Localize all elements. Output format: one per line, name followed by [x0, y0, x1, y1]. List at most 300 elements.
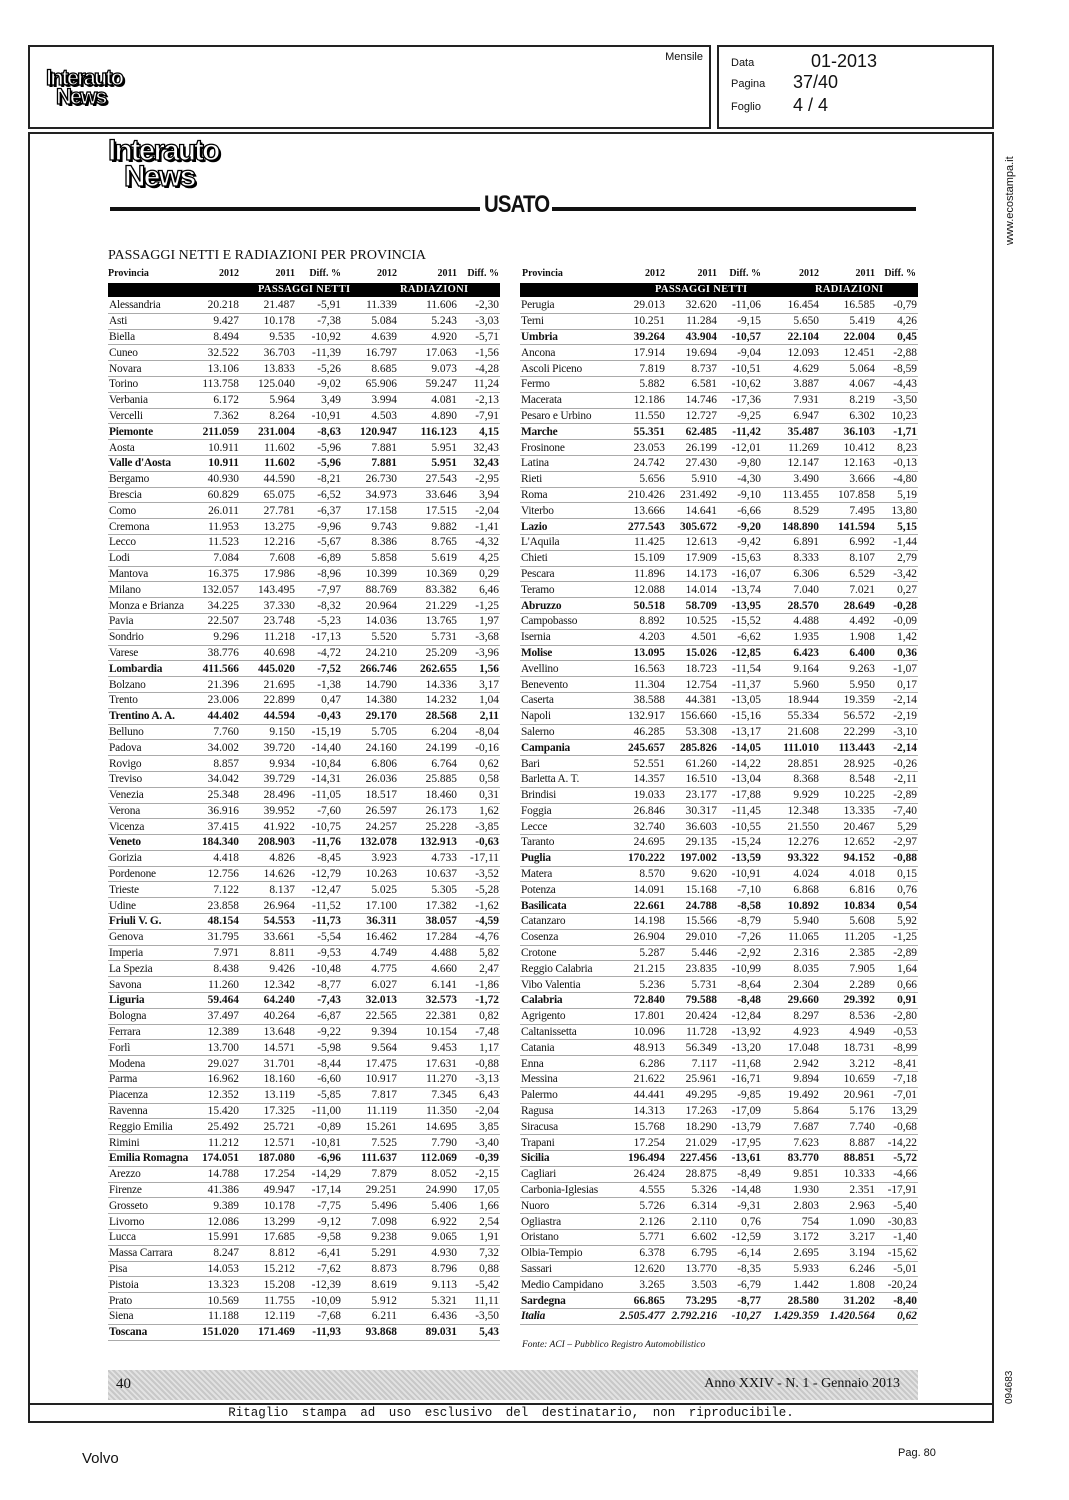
value-cell: 12.276 [762, 835, 820, 851]
group-passaggi-label: PASSAGGI NETTI [655, 284, 748, 295]
province-row [520, 1245, 918, 1261]
province-name: Olbia-Tempio [520, 1245, 612, 1261]
province-row [520, 408, 918, 424]
website-vertical: www.ecostampa.it [1004, 156, 1016, 245]
value-cell: 24.210 [342, 645, 398, 661]
value-cell: 8.536 [820, 1008, 876, 1024]
value-cell: -2,97 [876, 835, 918, 851]
value-cell: 14.313 [612, 1103, 666, 1119]
value-cell: 5.731 [398, 629, 458, 645]
province-name: Gorizia [108, 850, 196, 866]
value-cell: -14,48 [718, 1182, 762, 1198]
value-cell: 107.858 [820, 487, 876, 503]
province-name: Roma [520, 487, 612, 503]
value-cell: 9.394 [342, 1024, 398, 1040]
value-cell: -1,07 [876, 661, 918, 677]
province-name: Vicenza [108, 819, 196, 835]
value-cell: 5,15 [876, 519, 918, 535]
column-header: 2012 [645, 268, 665, 279]
value-cell: 14.571 [240, 1040, 296, 1056]
value-cell: 12.163 [820, 455, 876, 471]
province-row [108, 361, 500, 377]
value-cell: 26.173 [398, 803, 458, 819]
province-name: Macerata [520, 392, 612, 408]
value-cell: 9.427 [196, 313, 240, 329]
province-name: Teramo [520, 582, 612, 598]
value-cell: 5,43 [458, 1324, 500, 1340]
value-cell: 8.857 [196, 756, 240, 772]
value-cell: 1.429.359 [762, 1309, 820, 1325]
value-cell: 24.695 [612, 835, 666, 851]
value-cell: 266.746 [342, 661, 398, 677]
value-cell: 11.269 [762, 440, 820, 456]
value-cell: 7.881 [342, 440, 398, 456]
region-row [108, 914, 500, 930]
value-cell: 4.949 [820, 1024, 876, 1040]
value-cell: -16,71 [718, 1072, 762, 1088]
value-cell: 15.026 [666, 645, 718, 661]
value-cell: 5.864 [762, 1103, 820, 1119]
value-cell: 25.348 [196, 787, 240, 803]
column-header: Diff. % [467, 268, 499, 279]
value-cell: 148.890 [762, 519, 820, 535]
value-cell: 10.911 [196, 455, 240, 471]
province-name: Rieti [520, 471, 612, 487]
value-cell: -10,62 [718, 376, 762, 392]
value-cell: -12,39 [296, 1277, 342, 1293]
value-cell: 9.150 [240, 724, 296, 740]
value-cell: -8,32 [296, 598, 342, 614]
value-cell: -15,24 [718, 835, 762, 851]
value-cell: 4.081 [398, 392, 458, 408]
value-cell: 10.251 [612, 313, 666, 329]
province-name: Como [108, 503, 196, 519]
value-cell: 10.369 [398, 566, 458, 582]
province-row [108, 677, 500, 693]
value-cell: 17.914 [612, 345, 666, 361]
value-cell: 9.929 [762, 787, 820, 803]
province-row [520, 1135, 918, 1151]
value-cell: 34.973 [342, 487, 398, 503]
value-cell: -9,53 [296, 945, 342, 961]
value-cell: 27.781 [240, 503, 296, 519]
value-cell: 7.122 [196, 882, 240, 898]
value-cell: -12,85 [718, 645, 762, 661]
value-cell: -10,92 [296, 329, 342, 345]
value-cell: 44.594 [240, 708, 296, 724]
province-row [520, 771, 918, 787]
value-cell: 3.265 [612, 1277, 666, 1293]
value-cell: 5.731 [666, 977, 718, 993]
value-cell: 227.456 [666, 1151, 718, 1167]
value-cell: 8.219 [820, 392, 876, 408]
value-cell: 6.423 [762, 645, 820, 661]
province-name: Lecco [108, 534, 196, 550]
value-cell: 25.961 [666, 1072, 718, 1088]
value-cell: 5.933 [762, 1261, 820, 1277]
value-cell: -7,62 [296, 1261, 342, 1277]
value-cell: -15,62 [876, 1245, 918, 1261]
value-cell: 7.084 [196, 550, 240, 566]
value-cell: 210.426 [612, 487, 666, 503]
value-cell: 13.666 [612, 503, 666, 519]
value-cell: 5.940 [762, 914, 820, 930]
left-province-table [108, 298, 500, 1341]
province-row [108, 408, 500, 424]
province-row [520, 961, 918, 977]
value-cell: 12.756 [196, 866, 240, 882]
value-cell: -13,17 [718, 724, 762, 740]
value-cell: -11,93 [296, 1324, 342, 1340]
value-cell: 13.299 [240, 1214, 296, 1230]
value-cell: 14.036 [342, 613, 398, 629]
value-cell: 10.412 [820, 440, 876, 456]
value-cell: 9.389 [196, 1198, 240, 1214]
value-cell: 8.892 [612, 613, 666, 629]
total-row [520, 1309, 918, 1325]
value-cell: 52.551 [612, 756, 666, 772]
logo-line-2: News [56, 83, 106, 109]
value-cell: 15.768 [612, 1119, 666, 1135]
province-name: Forlì [108, 1040, 196, 1056]
region-row [520, 850, 918, 866]
value-cell: 4,15 [458, 424, 500, 440]
value-cell: 14.357 [612, 771, 666, 787]
value-cell: 24.742 [612, 455, 666, 471]
value-cell: -9,15 [718, 313, 762, 329]
value-cell: 8.796 [398, 1261, 458, 1277]
column-header: 2012 [377, 268, 397, 279]
value-cell: -12,01 [718, 440, 762, 456]
value-cell: 19.492 [762, 1087, 820, 1103]
value-cell: 17.685 [240, 1230, 296, 1246]
value-cell: 0,62 [876, 1309, 918, 1325]
value-cell: 50.518 [612, 598, 666, 614]
province-name: Potenza [520, 882, 612, 898]
column-header: 2011 [697, 268, 717, 279]
province-name: Carbonia-Iglesias [520, 1182, 612, 1198]
province-row [520, 692, 918, 708]
value-cell: -1,44 [876, 534, 918, 550]
value-cell: 0,36 [876, 645, 918, 661]
value-cell: 6.141 [398, 977, 458, 993]
value-cell: 11.896 [612, 566, 666, 582]
value-cell: 7.623 [762, 1135, 820, 1151]
value-cell: 10.333 [820, 1166, 876, 1182]
clip-code-vertical: 094683 [1004, 1370, 1015, 1404]
value-cell: 5.064 [820, 361, 876, 377]
province-row [108, 1072, 500, 1088]
value-cell: -2,80 [876, 1008, 918, 1024]
value-cell: -9,22 [296, 1024, 342, 1040]
value-cell: 93.868 [342, 1324, 398, 1340]
value-cell: 6.581 [666, 376, 718, 392]
province-row [520, 455, 918, 471]
province-row [108, 503, 500, 519]
value-cell: -5,96 [296, 455, 342, 471]
province-row [520, 566, 918, 582]
value-cell: 36.311 [342, 914, 398, 930]
sheet-label: Foglio [731, 101, 761, 113]
value-cell: 18.460 [398, 787, 458, 803]
value-cell: 9.851 [762, 1166, 820, 1182]
value-cell: -10,27 [718, 1309, 762, 1325]
value-cell: 10.096 [612, 1024, 666, 1040]
value-cell: 66.865 [612, 1293, 666, 1309]
value-cell: 11.602 [240, 440, 296, 456]
frequency-label: Mensile [665, 51, 703, 63]
value-cell: 10.911 [196, 440, 240, 456]
province-name: Medio Campidano [520, 1277, 612, 1293]
value-cell: 4.488 [398, 945, 458, 961]
left-group-band [108, 283, 500, 297]
value-cell: 25.492 [196, 1119, 240, 1135]
value-cell: -0,88 [876, 850, 918, 866]
value-cell: 29.660 [762, 993, 820, 1009]
value-cell: 39.264 [612, 329, 666, 345]
value-cell: 44.402 [196, 708, 240, 724]
value-cell: 8.438 [196, 961, 240, 977]
value-cell: 9.882 [398, 519, 458, 535]
value-cell: -5,28 [458, 882, 500, 898]
value-cell: 3,49 [296, 392, 342, 408]
value-cell: 35.487 [762, 424, 820, 440]
value-cell: 1.442 [762, 1277, 820, 1293]
value-cell: 16.962 [196, 1072, 240, 1088]
value-cell: 11.550 [612, 408, 666, 424]
value-cell: 1.420.564 [820, 1309, 876, 1325]
value-cell: 23.053 [612, 440, 666, 456]
value-cell: -2,88 [876, 345, 918, 361]
province-name: Udine [108, 898, 196, 914]
province-row [520, 835, 918, 851]
value-cell: 411.566 [196, 661, 240, 677]
value-cell: 26.904 [612, 929, 666, 945]
value-cell: 9.934 [240, 756, 296, 772]
province-row [520, 629, 918, 645]
value-cell: -4,72 [296, 645, 342, 661]
province-name: Genova [108, 929, 196, 945]
article-title: PASSAGGI NETTI E RADIAZIONI PER PROVINCIA [108, 248, 426, 263]
province-name: Cuneo [108, 345, 196, 361]
value-cell: -7,48 [458, 1024, 500, 1040]
province-row [108, 1230, 500, 1246]
value-cell: 33.661 [240, 929, 296, 945]
value-cell: 12.119 [240, 1309, 296, 1325]
region-row [108, 993, 500, 1009]
province-name: Taranto [520, 835, 612, 851]
value-cell: 12.086 [196, 1214, 240, 1230]
province-row [108, 1309, 500, 1325]
value-cell: -13,59 [718, 850, 762, 866]
value-cell: 141.594 [820, 519, 876, 535]
province-row [108, 1103, 500, 1119]
value-cell: -9,02 [296, 376, 342, 392]
value-cell: 33.646 [398, 487, 458, 503]
province-row [108, 1024, 500, 1040]
value-cell: -4,28 [458, 361, 500, 377]
province-row [520, 914, 918, 930]
value-cell: 2.505.477 [612, 1309, 666, 1325]
province-name: Trentino A. A. [108, 708, 196, 724]
province-row [520, 298, 918, 313]
region-row [520, 1293, 918, 1309]
value-cell: 0,27 [876, 582, 918, 598]
value-cell: -8,96 [296, 566, 342, 582]
value-cell: 9.238 [342, 1230, 398, 1246]
region-row [520, 598, 918, 614]
value-cell: 37.497 [196, 1008, 240, 1024]
value-cell: 38.588 [612, 692, 666, 708]
province-name: Ferrara [108, 1024, 196, 1040]
value-cell: -17,09 [718, 1103, 762, 1119]
province-row [520, 708, 918, 724]
region-row [520, 898, 918, 914]
value-cell: 5.656 [612, 471, 666, 487]
value-cell: -7,38 [296, 313, 342, 329]
value-cell: -2,89 [876, 945, 918, 961]
value-cell: 25.209 [398, 645, 458, 661]
value-cell: -9,10 [718, 487, 762, 503]
value-cell: 8.873 [342, 1261, 398, 1277]
province-row [520, 345, 918, 361]
province-name: Puglia [520, 850, 612, 866]
value-cell: 2.942 [762, 1056, 820, 1072]
province-row [520, 1230, 918, 1246]
province-name: Belluno [108, 724, 196, 740]
column-header: Provincia [108, 268, 149, 279]
value-cell: -9,25 [718, 408, 762, 424]
value-cell: -1,38 [296, 677, 342, 693]
value-cell: 11,11 [458, 1293, 500, 1309]
value-cell: -13,04 [718, 771, 762, 787]
province-row [520, 945, 918, 961]
province-name: Siracusa [520, 1119, 612, 1135]
value-cell: -11,42 [718, 424, 762, 440]
value-cell: 26.597 [342, 803, 398, 819]
value-cell: -11,68 [718, 1056, 762, 1072]
province-row [520, 1040, 918, 1056]
value-cell: 5.243 [398, 313, 458, 329]
province-name: Pavia [108, 613, 196, 629]
value-cell: 11.339 [342, 298, 398, 313]
value-cell: 21.229 [398, 598, 458, 614]
value-cell: -8,41 [876, 1056, 918, 1072]
value-cell: -7,18 [876, 1072, 918, 1088]
value-cell: 6.246 [820, 1261, 876, 1277]
province-name: Abruzzo [520, 598, 612, 614]
value-cell: 11.218 [240, 629, 296, 645]
province-row [108, 929, 500, 945]
value-cell: 22.899 [240, 692, 296, 708]
province-name: Toscana [108, 1324, 196, 1340]
value-cell: 11.212 [196, 1135, 240, 1151]
value-cell: -1,25 [876, 929, 918, 945]
value-cell: 8.737 [666, 361, 718, 377]
value-cell: 184.340 [196, 835, 240, 851]
value-cell: -6,62 [718, 629, 762, 645]
province-name: Firenze [108, 1182, 196, 1198]
value-cell: 11.119 [342, 1103, 398, 1119]
value-cell: 5.912 [342, 1293, 398, 1309]
value-cell: 5.858 [342, 550, 398, 566]
value-cell: 14.053 [196, 1261, 240, 1277]
value-cell: 15.168 [666, 882, 718, 898]
province-row [108, 850, 500, 866]
value-cell: 10.659 [820, 1072, 876, 1088]
province-row [108, 1261, 500, 1277]
value-cell: 1,66 [458, 1198, 500, 1214]
province-name: Bologna [108, 1008, 196, 1024]
value-cell: 445.020 [240, 661, 296, 677]
province-name: Ascoli Piceno [520, 361, 612, 377]
value-cell: 93.322 [762, 850, 820, 866]
province-name: Foggia [520, 803, 612, 819]
value-cell: 1,17 [458, 1040, 500, 1056]
value-cell: 2.963 [820, 1198, 876, 1214]
value-cell: 2.695 [762, 1245, 820, 1261]
province-name: Mantova [108, 566, 196, 582]
value-cell: -2,30 [458, 298, 500, 313]
province-row [520, 929, 918, 945]
value-cell: -12,84 [718, 1008, 762, 1024]
value-cell: 11.728 [666, 1024, 718, 1040]
province-name: Piemonte [108, 424, 196, 440]
province-name: Fermo [520, 376, 612, 392]
value-cell: 7.790 [398, 1135, 458, 1151]
value-cell: 1,64 [876, 961, 918, 977]
value-cell: -11,73 [296, 914, 342, 930]
value-cell: 5.321 [398, 1293, 458, 1309]
value-cell: 8.333 [762, 550, 820, 566]
value-cell: -15,63 [718, 550, 762, 566]
value-cell: 39.952 [240, 803, 296, 819]
value-cell: 26.011 [196, 503, 240, 519]
value-cell: 0,54 [876, 898, 918, 914]
value-cell: -14,22 [718, 756, 762, 772]
value-cell: 5.619 [398, 550, 458, 566]
value-cell: 7.817 [342, 1087, 398, 1103]
value-cell: -15,19 [296, 724, 342, 740]
value-cell: 3.212 [820, 1056, 876, 1072]
value-cell: 18.731 [820, 1040, 876, 1056]
column-header: Diff. % [884, 268, 916, 279]
value-cell: 79.588 [666, 993, 718, 1009]
value-cell: 9.296 [196, 629, 240, 645]
value-cell: 10.263 [342, 866, 398, 882]
province-row [520, 1024, 918, 1040]
value-cell: 40.930 [196, 471, 240, 487]
value-cell: 12.342 [240, 977, 296, 993]
province-row [108, 329, 500, 345]
source-note: Fonte: ACI – Pubblico Registro Automobilistico [522, 1340, 706, 1350]
value-cell: 23.835 [666, 961, 718, 977]
value-cell: -9,58 [296, 1230, 342, 1246]
province-row [520, 1277, 918, 1293]
value-cell: 13.119 [240, 1087, 296, 1103]
value-cell: -13,95 [718, 598, 762, 614]
value-cell: 20.424 [666, 1008, 718, 1024]
value-cell: 8.052 [398, 1166, 458, 1182]
value-cell: 6.306 [762, 566, 820, 582]
value-cell: 36.103 [820, 424, 876, 440]
value-cell: 170.222 [612, 850, 666, 866]
value-cell: 4.660 [398, 961, 458, 977]
value-cell: 208.903 [240, 835, 296, 851]
province-name: Ragusa [520, 1103, 612, 1119]
province-name: Sassari [520, 1261, 612, 1277]
value-cell: 11.205 [820, 929, 876, 945]
